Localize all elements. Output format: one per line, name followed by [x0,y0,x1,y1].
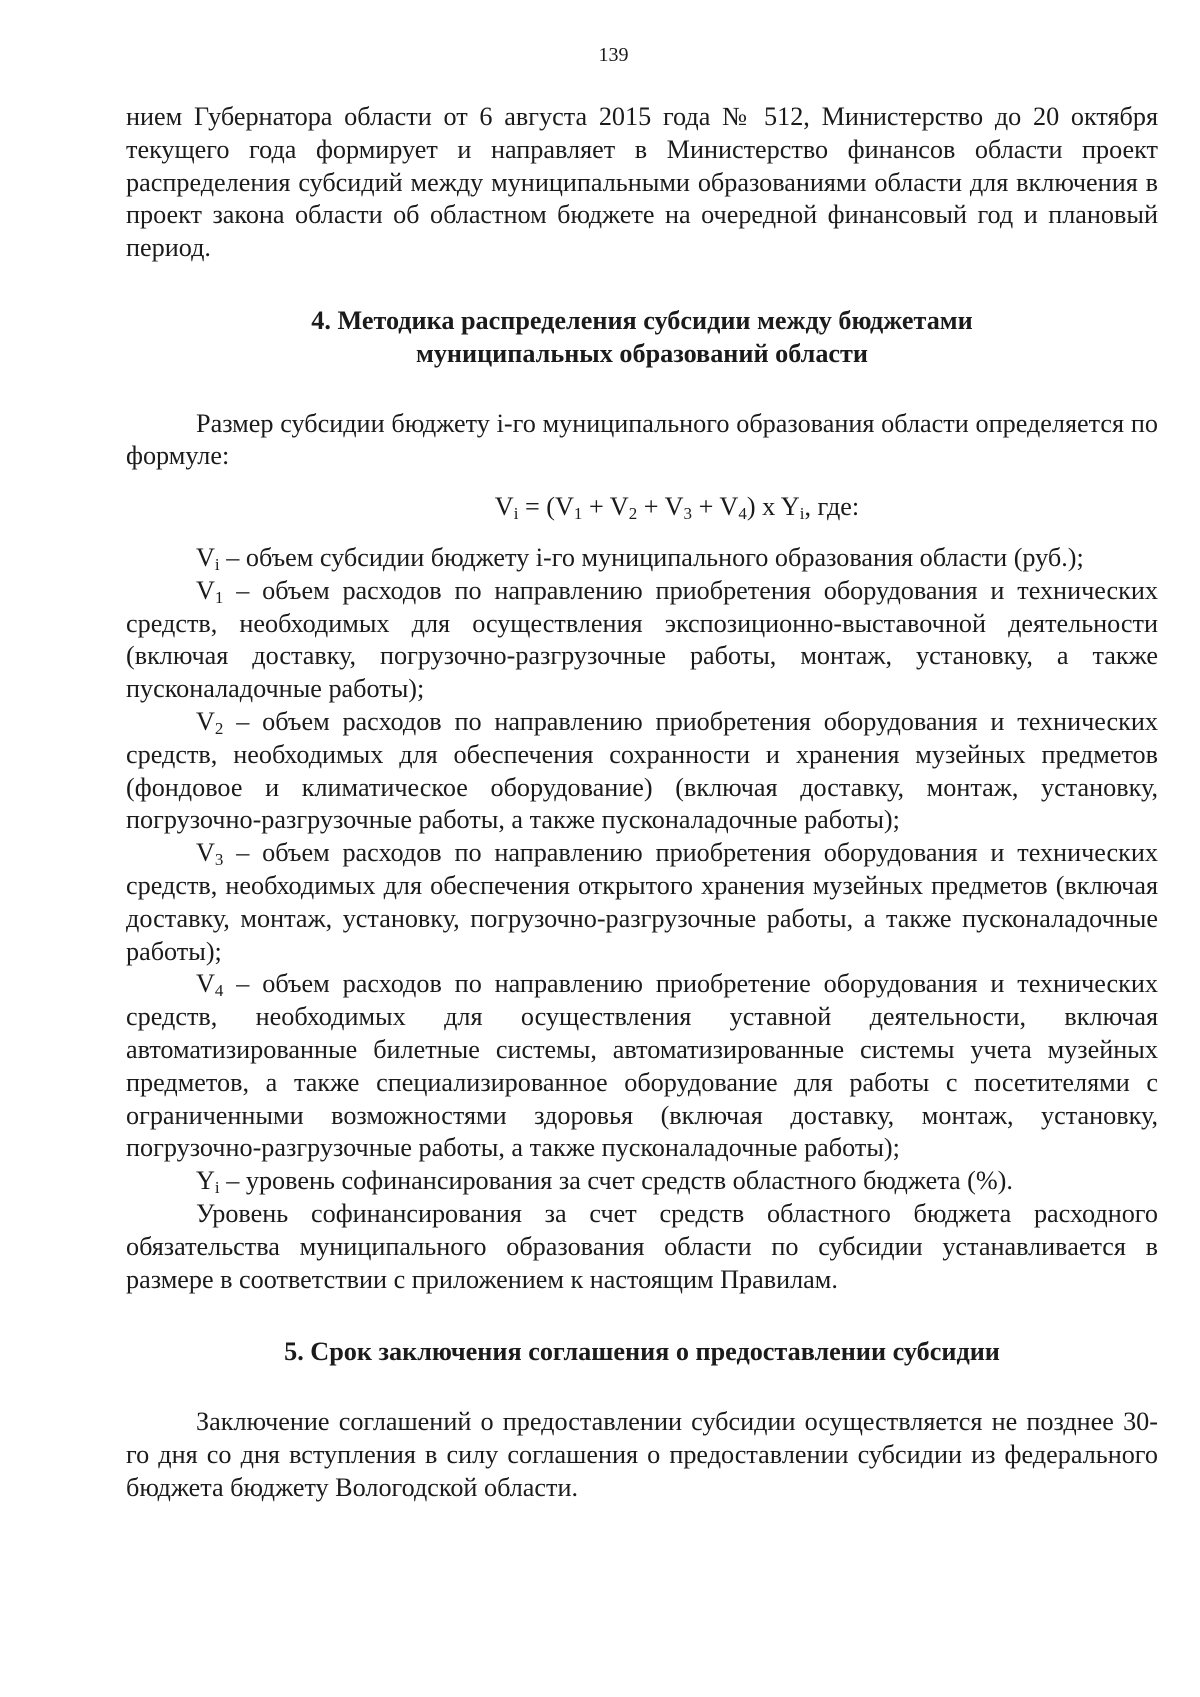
definition-v3: $V_3$ – объем расходов по направлению приобретения оборудования и технических средств, необходимых для обеспечения открытого хранения музейных предметов (включая доставку, монтаж, установку, погрузочно-разгрузочные работы, а также пусконаладочные работы); [126,838,1158,966]
section-4-heading-line-1: 4. Методика распределения субсидии между бюджетами [311,305,973,335]
section-5-heading: 5. Срок заключения соглашения о предоставлении субсидии [284,1337,1000,1367]
page-number: 139 [598,44,629,66]
page-content [126,101,1158,1504]
section-4-heading-line-2: муниципальных образований области [415,338,868,368]
intro-paragraph: нием Губернатора области от 6 августа 2015 года № 512, Министерство до 20 октября текущего года формирует и направляет в Министерство финансов области проект распределения субсидий между муниципальными образованиями области для включения в проект закона области об областном бюджете на очередной финансовый год и плановый период. [126,102,1158,263]
section-5-text: Заключение соглашений о предоставлении субсидии осуществляется не позднее 30-го дня со дня вступления в силу соглашения о предоставлении субсидии из федерального бюджета бюджету Вологодской области. [126,1407,1158,1502]
definition-v4: $V_4$ – объем расходов по направлению приобретение оборудования и технических средств, необходимых для осуществления уставной деятельности, включая автоматизированные билетные системы, автоматизированные системы учета музейных предметов, а также специализированное оборудование для работы с посетителями с ограниченными возможностями здоровья (включая доставку, монтаж, установку, погрузочно-разгрузочные работы, а также пусконаладочные работы); [126,969,1158,1163]
definition-v2: $V_2$ – объем расходов по направлению приобретения оборудования и технических средств, необходимых для обеспечения сохранности и хранения музейных предметов (фондовое и климатическое оборудование) (включая доставку, монтаж, установку, погрузочно-разгрузочные работы, а также пусконаладочные работы); [126,706,1158,835]
definition-vi: $V_i$ – объем субсидии бюджету i-го муниципального образования области (руб.); [196,542,1084,574]
section-4-heading [126,305,1158,371]
definition-v1: $V_1$ – объем расходов по направлению приобретения оборудования и технических средств, необходимых для осуществления экспозиционно-выставочной деятельности (включая доставку, погрузочно-разгрузочные работы, монтаж, установку, а также пусконаладочные работы); [126,575,1158,704]
formula: $V_i = (V_1 + V_2 + V_3 + V_4)$ x $Y_i$, где: [494,492,860,524]
section-4-lead: Размер субсидии бюджету i-го муниципального образования области определяется по формуле: [126,408,1158,471]
definition-yi: $Y_i$ – уровень софинансирования за счет средств областного бюджета (%). [196,1166,1013,1198]
section-4-closing: Уровень софинансирования за счет средств областного бюджета расходного обязательства муниципального образования области по субсидии устанавливается в размере в соответствии с приложением к настоящим Правилам. [126,1198,1158,1294]
